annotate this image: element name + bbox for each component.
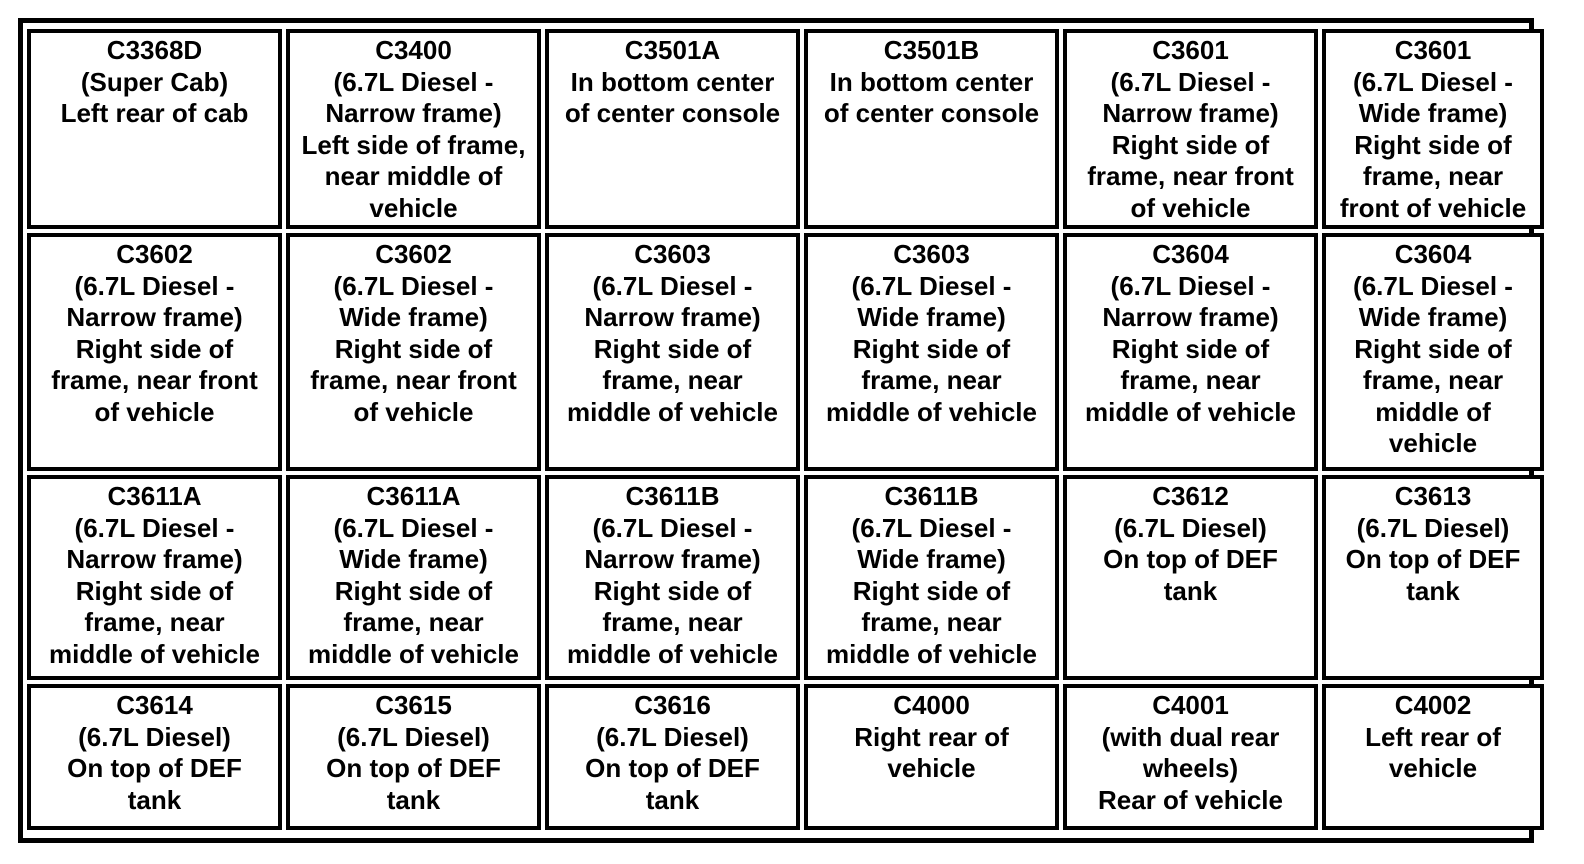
connector-id: C3603 [634,239,711,269]
connector-description-line: Wide frame) [857,302,1006,332]
connector-description-line: (6.7L Diesel) [596,721,749,752]
connector-description-line: On top of DEF [1345,544,1521,574]
connector-id: C4000 [893,690,970,720]
connector-cell [804,233,1059,471]
connector-description-line: front of vehicle [1339,192,1527,223]
connector-description-line: middle of vehicle [567,638,778,669]
connector-id: C3616 [634,690,711,720]
connector-description-line: In bottom center [570,66,775,97]
connector-id: C3611B [625,481,720,511]
connector-description-line: On top of DEF [67,753,242,783]
connector-description-line: tank [1406,575,1460,606]
connector-cell [545,684,800,830]
connector-cell [804,475,1059,680]
connector-description-line: vehicle [1388,753,1478,783]
connector-description-line: Narrow frame) [584,544,761,574]
connector-id: C3400 [375,35,452,65]
connector-description-line: frame, near [861,607,1002,637]
connector-description-line: (6.7L Diesel - [851,270,1012,301]
connector-description-line: frame, near [1362,365,1504,395]
connector-description-line: frame, near [602,365,743,395]
connector-description-line: On top of DEF [585,753,760,783]
connector-cell [286,233,541,471]
connector-description-line: frame, near [1362,161,1504,191]
connector-description-line: of vehicle [353,396,474,427]
connector-cell [804,29,1059,229]
connector-description-line: Right side of [334,575,493,606]
connector-description-line: middle of vehicle [308,638,519,669]
connector-description-line: On top of DEF [1103,544,1278,574]
connector-id: C3368D [106,35,203,65]
connector-description-line: (6.7L Diesel - [1353,66,1513,97]
connector-description-line: Narrow frame) [66,544,243,574]
connector-cell [545,29,800,229]
connector-id: C3613 [1394,481,1472,511]
connector-description-line: Wide frame) [339,302,488,332]
connector-grid [27,29,1527,830]
connector-id: C4002 [1394,690,1472,720]
connector-description-line: tank [127,784,182,815]
connector-description-line: (6.7L Diesel - [74,270,235,301]
connector-description-line: (6.7L Diesel - [851,512,1012,543]
connector-location-table [18,18,1534,843]
connector-description-line: middle of vehicle [1085,396,1296,427]
connector-description-line: vehicle [369,192,458,223]
connector-description-line: Right side of [1111,333,1270,364]
connector-cell [286,29,541,229]
connector-description-line: (with dual rear [1101,721,1280,752]
connector-cell [27,684,282,830]
connector-description-line: Left side of frame, [301,129,526,160]
connector-description-line: middle of vehicle [826,638,1037,669]
connector-cell [1322,233,1544,471]
connector-description-line: (6.7L Diesel - [333,66,494,97]
connector-description-line: Right side of [593,333,752,364]
connector-id: C3601 [1394,35,1472,65]
connector-cell [1063,233,1318,471]
connector-description-line: (6.7L Diesel - [333,512,494,543]
connector-description-line: (6.7L Diesel - [592,512,753,543]
connector-id: C3501B [883,35,980,65]
connector-description-line: wheels) [1142,753,1239,783]
connector-cell [1063,684,1318,830]
connector-id: C3615 [375,690,452,720]
connector-description-line: of vehicle [1130,192,1251,223]
connector-description-line: frame, near [84,607,225,637]
connector-description-line: middle of [1375,396,1491,427]
connector-description-line: Right side of [1354,333,1512,364]
connector-cell [1322,684,1544,830]
connector-description-line: Narrow frame) [1102,98,1279,128]
connector-id: C3604 [1152,239,1229,269]
connector-description-line: of center console [823,98,1040,128]
connector-description-line: Left rear of [1365,721,1501,752]
connector-id: C3603 [893,239,970,269]
connector-description-line: (6.7L Diesel) [1356,512,1510,543]
connector-description-line: middle of vehicle [567,396,778,427]
connector-description-line: (6.7L Diesel - [74,512,235,543]
connector-description-line: (6.7L Diesel - [1353,270,1513,301]
connector-description-line: frame, near front [1087,161,1294,191]
connector-description-line: Right side of [334,333,493,364]
connector-description-line: frame, near [602,607,743,637]
connector-id: C3501A [624,35,721,65]
connector-description-line: (6.7L Diesel) [78,721,231,752]
connector-description-line: Right rear of [854,721,1009,752]
connector-id: C3604 [1394,239,1472,269]
connector-cell [27,233,282,471]
connector-description-line: frame, near [861,365,1002,395]
connector-cell [1063,29,1318,229]
connector-description-line: Right side of [852,333,1011,364]
connector-description-line: of vehicle [94,396,215,427]
connector-cell [545,233,800,471]
connector-description-line: Narrow frame) [584,302,761,332]
connector-description-line: Wide frame) [339,544,488,574]
connector-id: C3611A [107,481,202,511]
connector-description-line: Right side of [852,575,1011,606]
connector-cell [1063,475,1318,680]
connector-cell [27,475,282,680]
connector-description-line: (Super Cab) [80,66,229,97]
connector-description-line: frame, near [343,607,484,637]
connector-id: C3614 [116,690,193,720]
connector-description-line: Rear of vehicle [1098,784,1283,815]
connector-description-line: tank [1163,575,1218,606]
connector-description-line: middle of vehicle [49,638,260,669]
connector-id: C3611A [366,481,461,511]
connector-id: C3612 [1152,481,1229,511]
connector-description-line: (6.7L Diesel - [1110,66,1271,97]
connector-cell [1322,29,1544,229]
connector-description-line: vehicle [887,753,976,783]
connector-cell [286,475,541,680]
connector-description-line: of center console [564,98,781,128]
connector-cell [27,29,282,229]
connector-description-line: In bottom center [829,66,1034,97]
connector-cell [286,684,541,830]
connector-description-line: frame, near front [51,365,258,395]
connector-cell [545,475,800,680]
connector-description-line: (6.7L Diesel) [337,721,490,752]
connector-id: C3601 [1152,35,1229,65]
connector-description-line: On top of DEF [326,753,501,783]
connector-description-line: near middle of [324,161,503,191]
connector-description-line: Wide frame) [1358,98,1508,128]
connector-description-line: Right side of [1111,129,1270,160]
connector-id: C3602 [375,239,452,269]
connector-description-line: (6.7L Diesel - [1110,270,1271,301]
connector-description-line: Right side of [593,575,752,606]
connector-description-line: Wide frame) [1358,302,1508,332]
connector-description-line: Narrow frame) [66,302,243,332]
connector-cell [1322,475,1544,680]
connector-description-line: Right side of [75,333,234,364]
connector-description-line: Left rear of cab [60,98,249,128]
connector-description-line: frame, near [1120,365,1261,395]
connector-id: C4001 [1152,690,1229,720]
connector-cell [804,684,1059,830]
connector-id: C3602 [116,239,193,269]
connector-description-line: Right side of [75,575,234,606]
connector-description-line: tank [386,784,441,815]
connector-description-line: (6.7L Diesel - [333,270,494,301]
connector-description-line: Wide frame) [857,544,1006,574]
connector-description-line: middle of vehicle [826,396,1037,427]
connector-description-line: vehicle [1388,428,1478,458]
connector-description-line: Narrow frame) [1102,302,1279,332]
connector-description-line: Right side of [1354,129,1512,160]
connector-description-line: tank [645,784,700,815]
connector-description-line: Narrow frame) [325,98,502,128]
connector-id: C3611B [884,481,979,511]
connector-description-line: frame, near front [310,365,517,395]
connector-description-line: (6.7L Diesel) [1114,512,1267,543]
connector-description-line: (6.7L Diesel - [592,270,753,301]
